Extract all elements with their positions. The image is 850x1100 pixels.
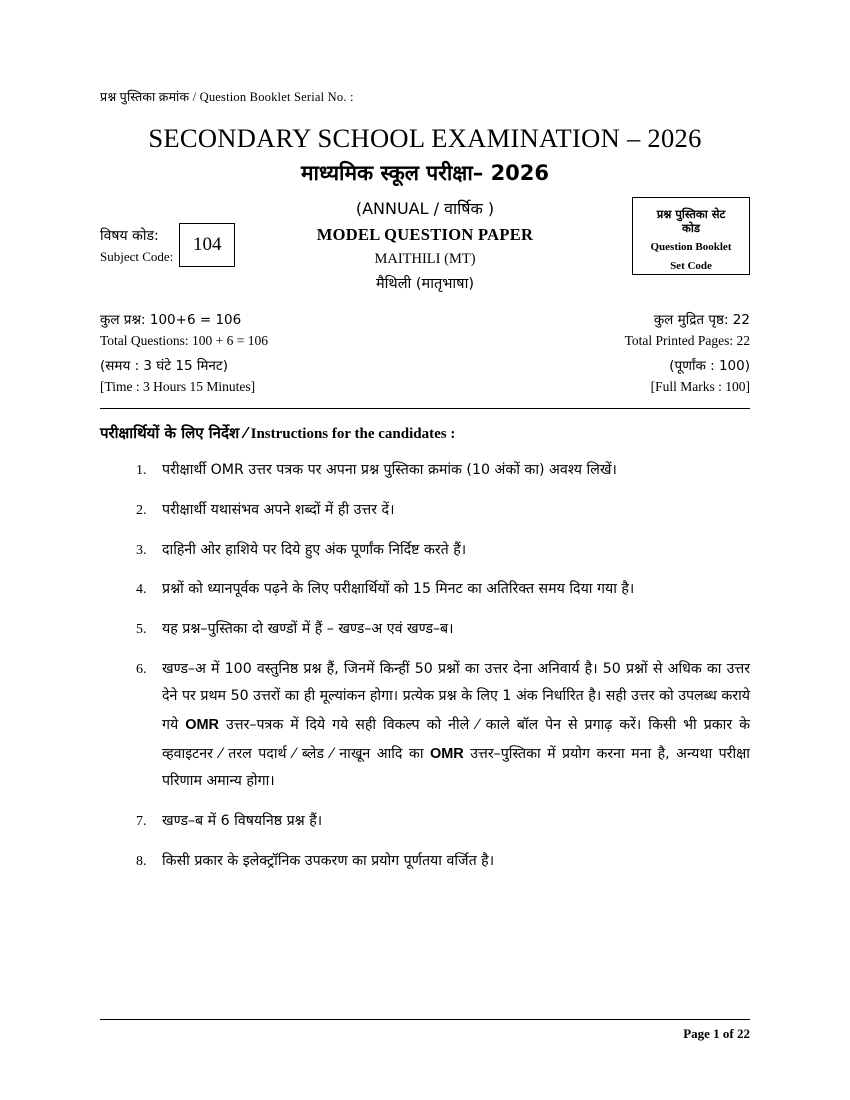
subject-code-value-box: 104 xyxy=(179,223,235,267)
list-item-text-part3: उत्तर–पुस्तिका में प्रयोग करना मना है, अन्यथा परीक्षा परिणाम अमान्य होगा। xyxy=(162,745,750,790)
exam-mode-label: (ANNUAL / वार्षिक ) xyxy=(355,199,495,218)
list-item-number: 4. xyxy=(136,582,147,598)
list-item-number: 7. xyxy=(136,814,147,830)
exam-time-hindi: (समय : 3 घंटे 15 मिनट) xyxy=(100,358,228,375)
instructions-heading xyxy=(100,423,750,443)
subject-code-labels xyxy=(100,226,173,267)
total-questions-row-hindi xyxy=(100,311,750,331)
subject-code-label-english: Subject Code: xyxy=(100,248,174,264)
header-divider xyxy=(100,408,750,409)
full-marks-english: [Full Marks : 100] xyxy=(650,378,750,394)
instructions-heading-hindi: परीक्षार्थियों के लिए निर्देश ⁄ xyxy=(100,424,247,443)
omr-keyword: OMR xyxy=(185,717,220,734)
list-item-text: किसी प्रकार के इलेक्ट्रॉनिक उपकरण का प्रयोग पूर्णतया वर्जित है। xyxy=(162,852,495,869)
list-item xyxy=(136,497,750,525)
instructions-list xyxy=(100,457,750,875)
list-item-number: 6. xyxy=(136,661,147,677)
subject-name-english: MAITHILI (MT) xyxy=(374,251,476,267)
list-item-number: 8. xyxy=(136,853,147,869)
total-pages-english: Total Printed Pages: 22 xyxy=(624,332,750,348)
list-item-text-part2: उत्तर–पत्रक में दिये गये सही विकल्प को नीले ⁄ काले बॉल पेन से प्रगाढ़ करें। किसी भी प्रकार के व्हवाइटनर ⁄ तरल पदार्थ ⁄ ब्लेड ⁄ नाखून आदि का xyxy=(162,717,750,762)
instructions-heading-english: Instructions for the candidates : xyxy=(250,426,456,443)
exam-details xyxy=(100,311,750,396)
list-item-text: दाहिनी ओर हाशिये पर दिये हुए अंक पूर्णांक निर्दिष्ट करते हैं। xyxy=(162,541,467,558)
set-code-line2-hindi: कोड xyxy=(682,221,700,236)
page-title-english: SECONDARY SCHOOL EXAMINATION – 2026 xyxy=(148,123,702,153)
booklet-serial-line: प्रश्न पुस्तिका क्रमांक / Question Booklet Serial No. : xyxy=(100,90,354,104)
exam-time-english: [Time : 3 Hours 15 Minutes] xyxy=(100,378,256,394)
list-item xyxy=(136,848,750,876)
list-item-text-part1: खण्ड–अ में 100 वस्तुनिष्ठ प्रश्न हैं, जिनमें किन्हीं 50 प्रश्नों का उत्तर देना अनिवार्य है। 50 प्रश्नों से अधिक का उत्तर देने पर प्रथम 50 उत्तरों का ही मूल्यांकन होगा। प्रत्येक प्रश्न के लिए 1 अंक निर्धारित है। सही उत्तर को उपलब्ध कराये गये xyxy=(162,660,750,734)
total-questions-english: Total Questions: 100 + 6 = 106 xyxy=(100,332,269,348)
total-questions-row-english xyxy=(100,331,750,351)
list-item xyxy=(136,576,750,604)
list-item-number: 1. xyxy=(136,463,147,479)
set-code-line4-english: Set Code xyxy=(670,259,712,272)
time-row-hindi xyxy=(100,357,750,377)
total-questions-hindi: कुल प्रश्न: 100+6 = 106 xyxy=(100,312,242,328)
list-item-text: प्रश्नों को ध्यानपूर्वक पढ़ने के लिए परीक्षार्थियों को 15 मिनट का अतिरिक्त समय दिया गया है। xyxy=(162,581,635,598)
list-item xyxy=(136,656,750,796)
footer-divider xyxy=(100,1019,750,1020)
page-title-hindi: माध्यमिक स्कूल परीक्षा– 2026 xyxy=(300,161,550,185)
set-code-line1-hindi: प्रश्न पुस्तिका सेट xyxy=(656,207,726,221)
time-row-english xyxy=(100,377,750,397)
list-item xyxy=(136,537,750,565)
list-item xyxy=(136,616,750,644)
list-item xyxy=(136,457,750,485)
list-item-number: 5. xyxy=(136,622,147,637)
set-code-line3-english: Question Booklet xyxy=(650,240,732,253)
list-item-number: 3. xyxy=(136,542,147,558)
page-number: Page 1 of 22 xyxy=(683,1026,750,1041)
list-item-text: परीक्षार्थी OMR उत्तर पत्रक पर अपना प्रश्न पुस्तिका क्रमांक (10 अंकों का) अवश्य लिखें। xyxy=(162,462,617,479)
subject-code-group xyxy=(100,223,235,269)
model-question-paper-label: MODEL QUESTION PAPER xyxy=(316,225,534,244)
list-item-text: खण्ड–ब में 6 विषयनिष्ठ प्रश्न हैं। xyxy=(162,813,323,830)
full-marks-hindi: (पूर्णांक : 100) xyxy=(669,358,750,375)
subject-code-label-hindi: विषय कोड: xyxy=(100,227,159,244)
question-booklet-set-code-box xyxy=(632,197,750,275)
list-item-text: यह प्रश्न–पुस्तिका दो खण्डों में हैं – खण्ड–अ एवं खण्ड–ब। xyxy=(162,621,454,637)
omr-keyword: OMR xyxy=(429,745,464,762)
exam-meta-block xyxy=(100,197,750,293)
page-footer xyxy=(100,1019,750,1042)
list-item xyxy=(136,808,750,836)
subject-name-hindi: मैथिली (मातृभाषा) xyxy=(376,276,474,292)
total-pages-hindi: कुल मुद्रित पृष्ठ: 22 xyxy=(653,312,750,328)
list-item-number: 2. xyxy=(136,502,147,518)
list-item-text: परीक्षार्थी यथासंभव अपने शब्दों में ही उत्तर दें। xyxy=(162,501,395,518)
